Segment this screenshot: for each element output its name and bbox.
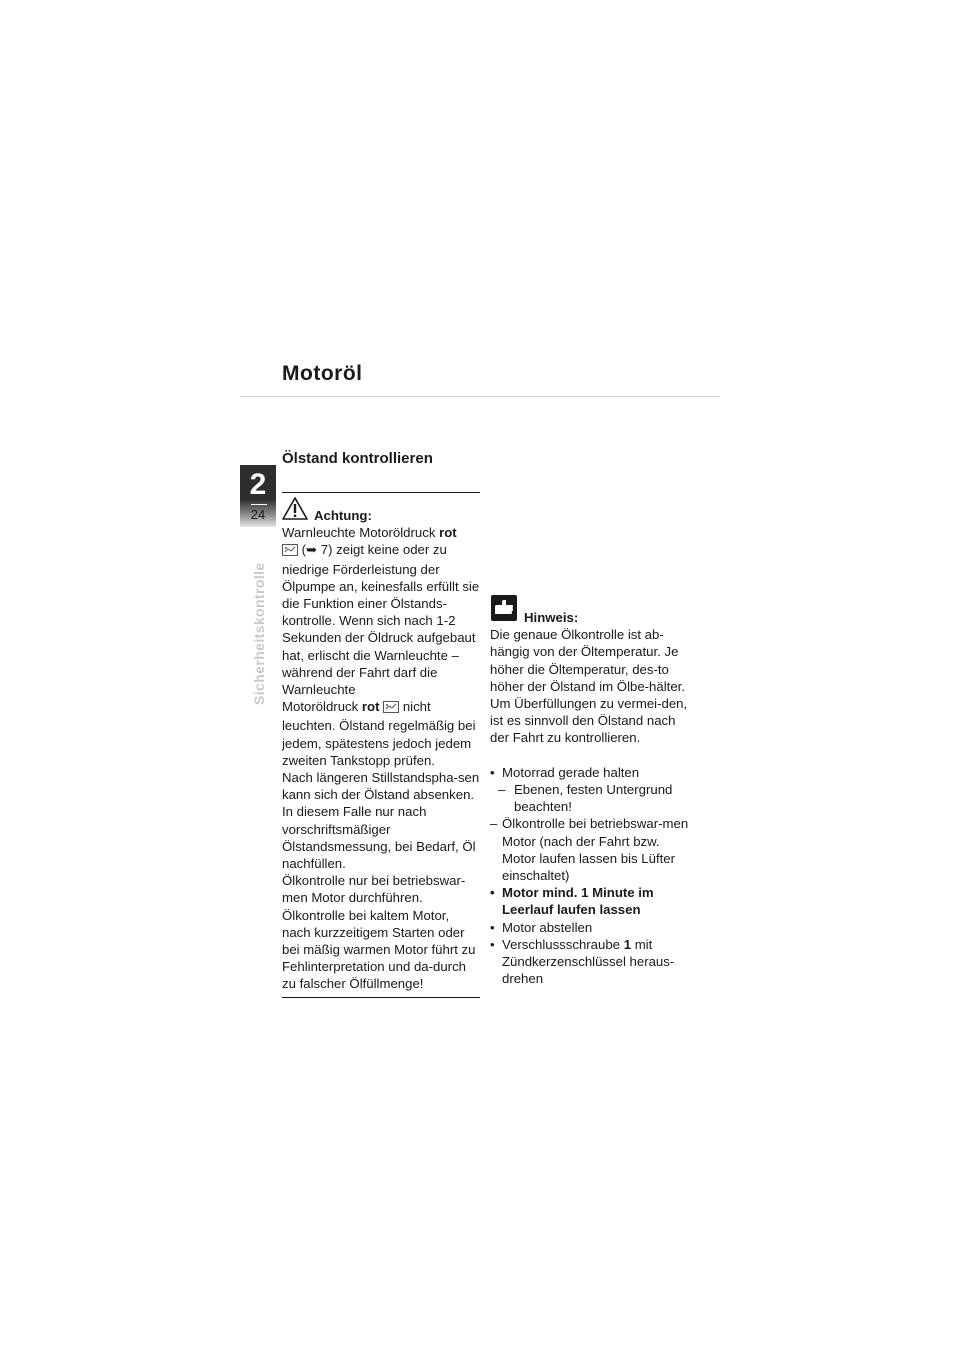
step-item: • Motorrad gerade halten (490, 764, 640, 780)
warning-box (282, 492, 480, 998)
oil-pressure-warning-icon (383, 700, 399, 717)
step-item: • Motor abstellen (490, 919, 593, 935)
chapter-number: 2 (249, 468, 267, 501)
oil-pressure-warning-icon (282, 543, 298, 560)
dash-marker: – (490, 816, 498, 832)
warning-text-5: Ölkontrolle bei kaltem Motor, nach kurzzeitigem Starten oder bei mäßig warmen Motor führt zu Fehlinterpretation und da-durch zu falscher Ölfüllmenge! (282, 907, 476, 992)
warning-text-4: Ölkontrolle nur bei betriebswar-men Motor durchführen. (282, 873, 466, 906)
warning-text-3: Nach längeren Stillstandspha-sen kann sich der Ölstand absenken. In diesem Falle nur nach vorschriftsmäßiger Ölstandsmessung, bei Bedarf, Öl nachfüllen. (282, 770, 480, 872)
hint-box (490, 590, 695, 987)
section-heading: Ölstand kontrollieren (282, 450, 433, 467)
hint-label: Hinweis: (524, 610, 579, 625)
hint-text-2: Um Überfüllungen zu vermei-den, ist es sinnvoll den Ölstand nach der Fahrt zu kontrollieren. (490, 696, 688, 746)
page-number: 24 (250, 507, 266, 522)
bullet-marker: • (490, 936, 495, 952)
header-divider (240, 396, 720, 397)
dash-marker: – (498, 782, 506, 798)
step-item: • Verschlussschraube 1 mit Zündkerzenschlüssel heraus-drehen (490, 936, 675, 987)
warning-line2: (➥ 7) zeigt keine oder zu (282, 541, 480, 560)
warning-text-1: niedrige Förderleistung der Ölpumpe an, keinesfalls erfüllt sie die Funktion einer Ölstands-kontrolle. Wenn sich nach 1-2 Sekunden der Öldruck aufgebaut hat, erlischt die Warnleuchte – während der Fahrt darf die Warnleuchte (282, 561, 480, 698)
warning-text-2: leuchten. Ölstand regelmäßig bei jedem, spätestens jedoch jedem zweiten Tankstopp prüfen. (282, 718, 476, 768)
warning-triangle-icon (282, 497, 308, 524)
step-item: • Motor mind. 1 Minute im Leerlauf laufen lassen (490, 885, 654, 918)
bullet-marker: • (490, 885, 495, 901)
bullet-marker: • (490, 764, 495, 780)
step-item: – Ölkontrolle bei betriebswar-men Motor (nach der Fahrt bzw. Motor laufen lassen bis Lüfter einschaltet) (490, 816, 689, 884)
chapter-divider (251, 504, 267, 505)
step-item: – Ebenen, festen Untergrund beachten! (498, 782, 673, 815)
note-hand-icon (490, 594, 518, 626)
warning-line-mid: Motoröldruck rot nicht (282, 698, 480, 717)
page-title: Motoröl (282, 362, 363, 385)
side-label: Sicherheitskontrolle (251, 562, 267, 705)
warning-label: Achtung: (314, 508, 372, 523)
warning-line1: Warnleuchte Motoröldruck rot (282, 525, 457, 541)
bullet-marker: • (490, 919, 495, 935)
hint-text-1: Die genaue Ölkontrolle ist ab-hängig von der Öltemperatur. Je höher die Öltemperatur, des-to höher der Ölstand im Ölbe-hälter. (490, 627, 685, 694)
